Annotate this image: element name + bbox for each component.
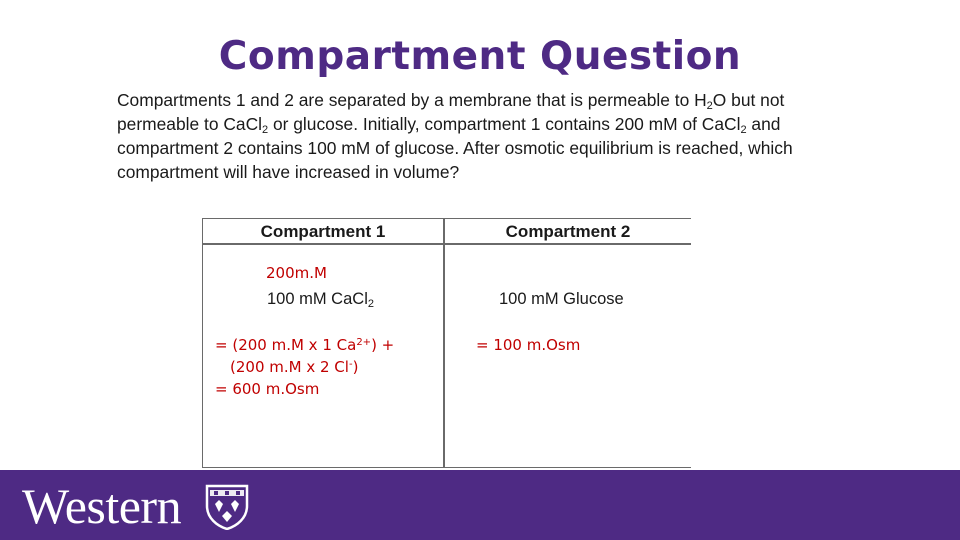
annotation-osmolarity-calc xyxy=(215,334,394,400)
calc-line-2: (200 m.M x 2 Cl-) xyxy=(230,358,359,376)
annotation-compartment-2-result: = 100 m.Osm xyxy=(476,336,581,354)
question-line-4: compartment will have increased in volume? xyxy=(117,162,460,182)
header-divider xyxy=(203,243,691,245)
column-divider xyxy=(443,219,445,467)
annotation-concentration: 200m.M xyxy=(266,264,327,282)
question-line-3: compartment 2 contains 100 mM of glucose. After osmotic equilibrium is reached, which xyxy=(117,138,793,158)
cell-compartment-2: 100 mM Glucose xyxy=(499,290,624,308)
question-line-1: Compartments 1 and 2 are separated by a membrane that is permeable to $H_2O$ but not xyxy=(117,90,785,112)
footer-bar xyxy=(0,470,960,540)
western-logo: Western xyxy=(22,478,182,534)
university-crest-icon xyxy=(204,482,250,530)
calc-line-3: = 600 m.Osm xyxy=(215,380,320,398)
header-compartment-1: Compartment 1 xyxy=(260,222,386,241)
question-line-2: permeable to CaCl$_2$ or glucose. Initially, compartment 1 contains 200 mM of CaCl$_2$ and xyxy=(117,114,781,136)
question-text xyxy=(117,88,847,184)
slide-title: Compartment Question xyxy=(218,34,742,79)
cell-compartment-1: 100 mM CaCl$_2$ xyxy=(267,290,374,310)
header-compartment-2: Compartment 2 xyxy=(505,222,631,241)
calc-line-1: = (200 m.M x 1 $Ca^{2+}$) + xyxy=(215,336,395,354)
